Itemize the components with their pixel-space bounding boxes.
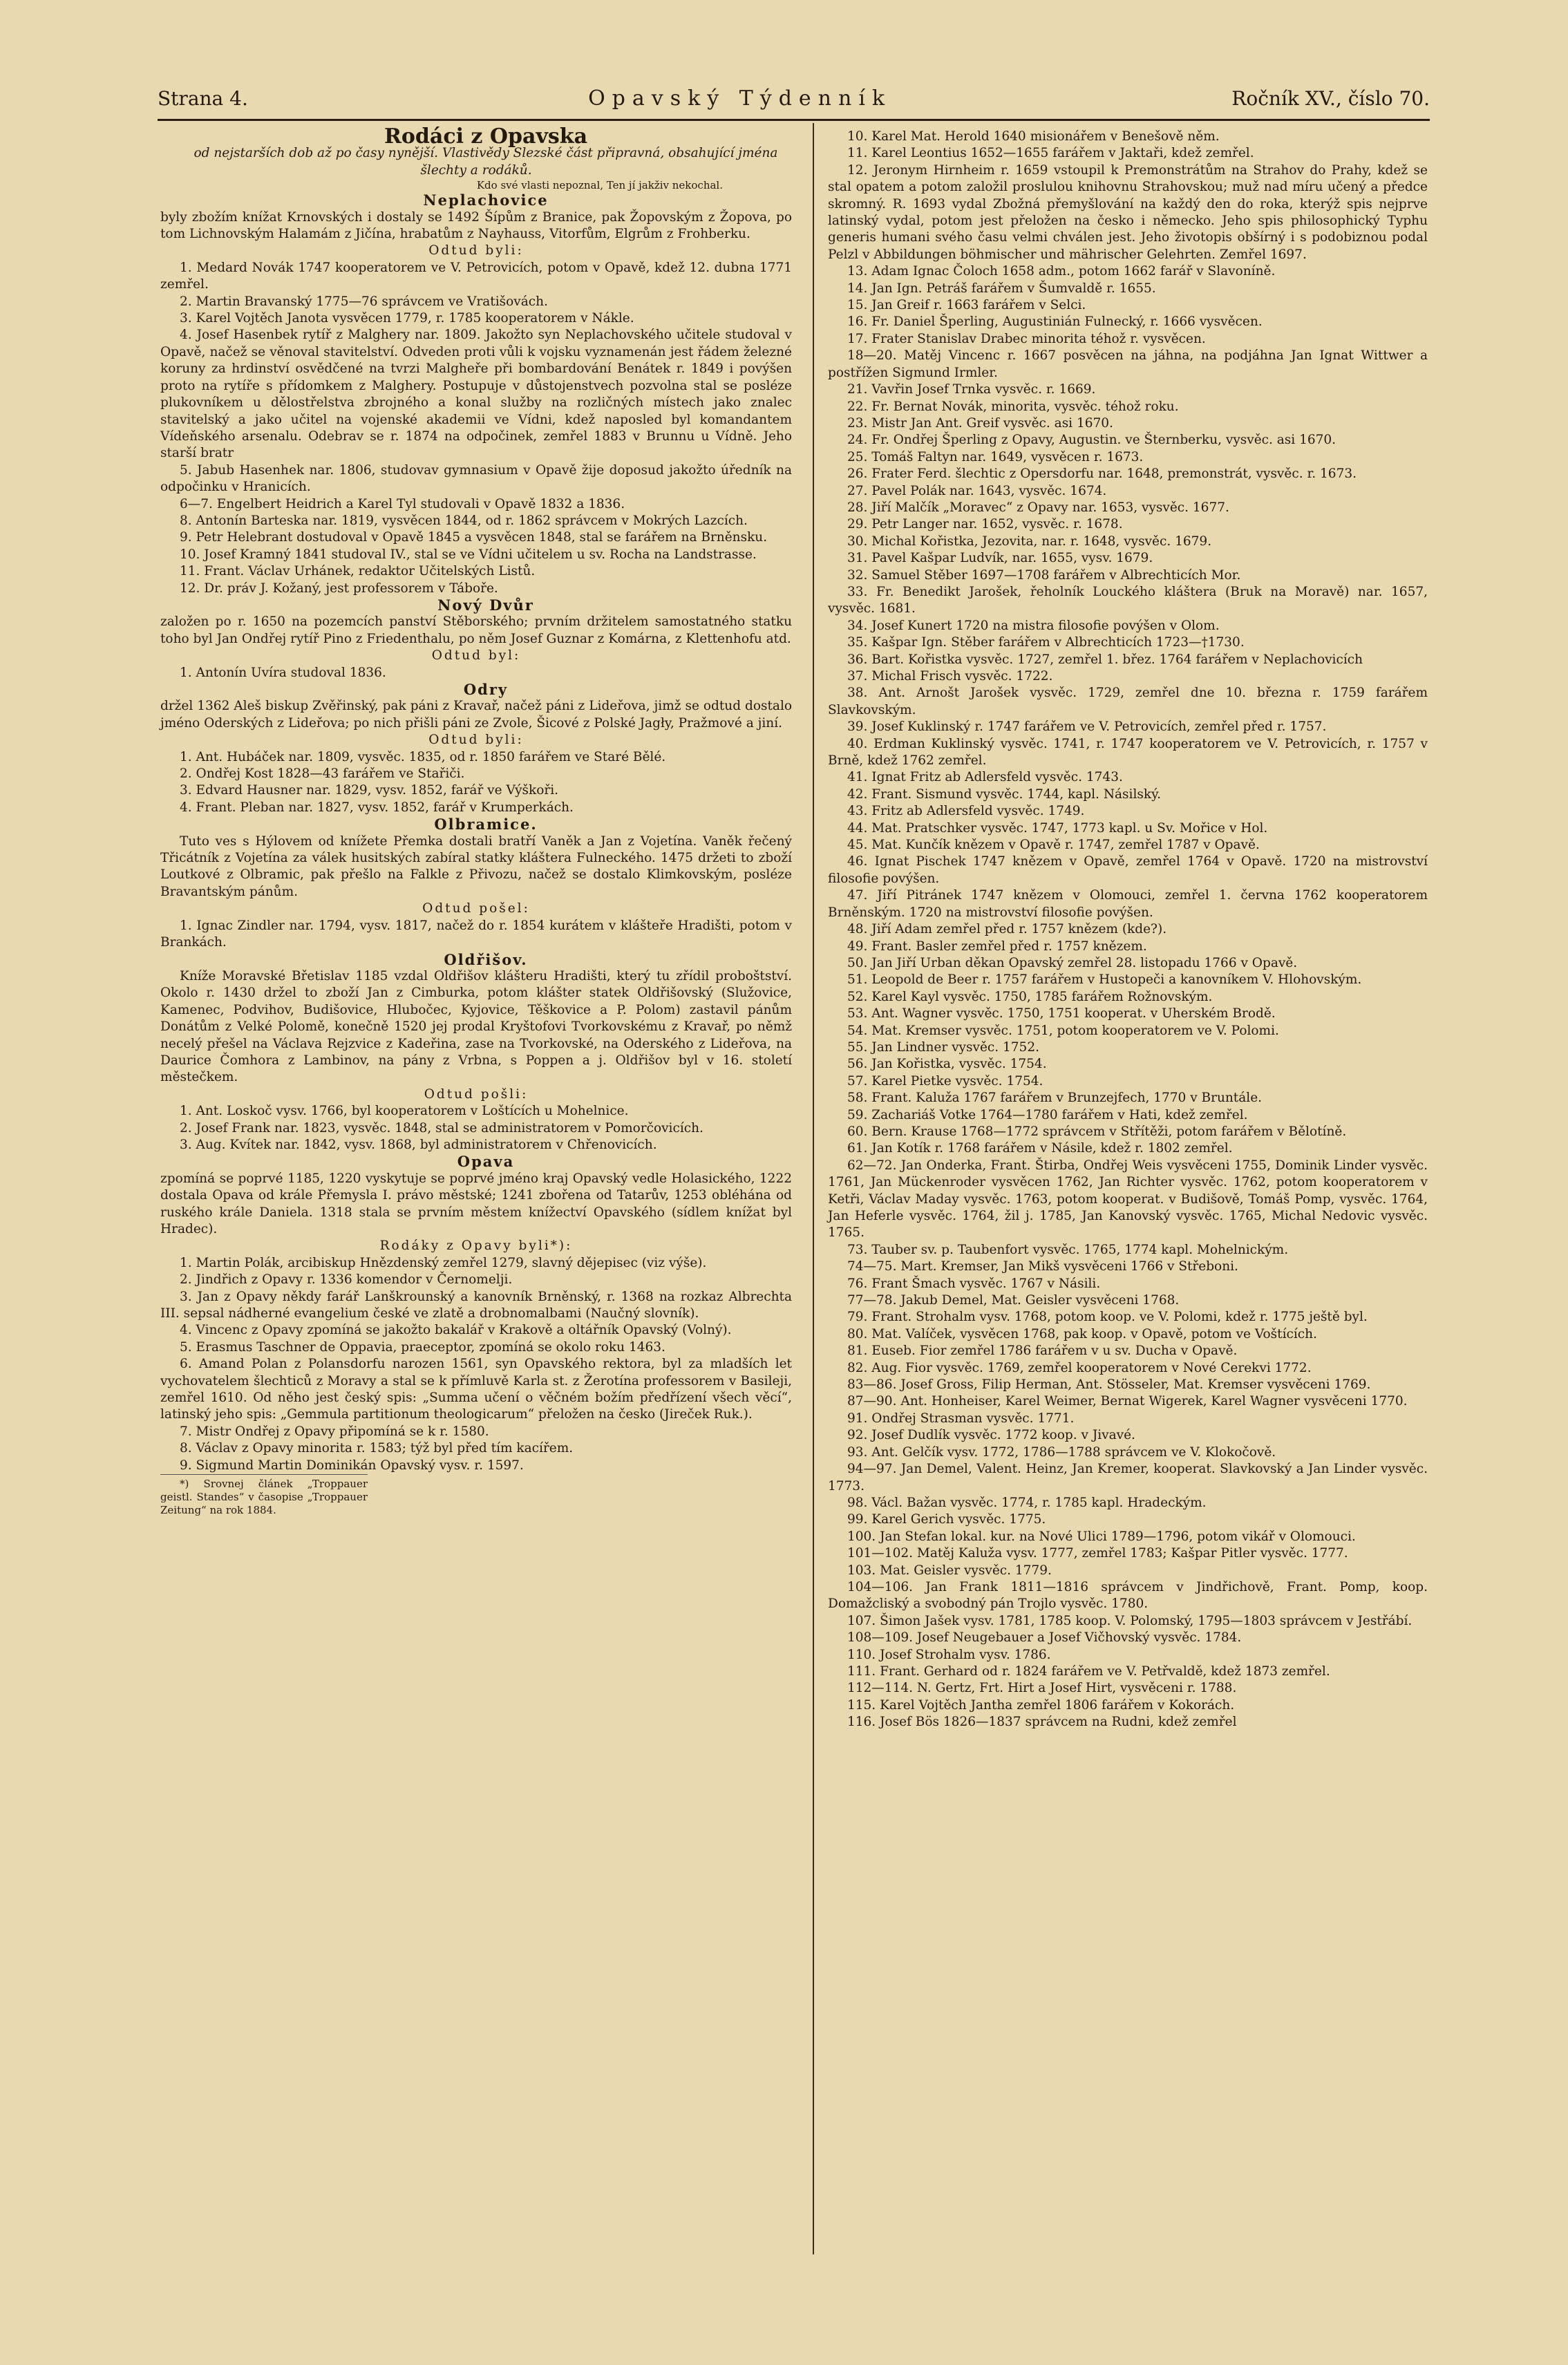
article-motto: Kdo své vlasti nepoznal, Ten jí jakživ nekochal. — [476, 179, 723, 192]
entry-paragraph: 48. Jiří Adam zemřel před r. 1757 knězem (kde?). — [847, 922, 1167, 937]
entry-paragraph: 39. Josef Kuklinský r. 1747 farářem ve V. Petrovicích, zemřel před r. 1757. — [847, 719, 1327, 735]
entry-paragraph: 1. Ant. Hubáček nar. 1809, vysvěc. 1835, od r. 1850 farářem ve Staré Bělé. — [180, 749, 666, 764]
entry-paragraph: 18—20. Matěj Vincenc r. 1667 posvěcen na jáhna, na podjáhna Jan Ignat Wittwer a postřížen Sigmund Irmler. — [828, 348, 1428, 380]
entry-paragraph: 59. Zachariáš Votke 1764—1780 farářem v Hati, kdež zemřel. — [847, 1107, 1248, 1122]
entry-paragraph: 9. Sigmund Martin Dominikán Opavský vysv. r. 1597. — [180, 1458, 524, 1473]
entry-paragraph: 13. Adam Ignac Čoloch 1658 adm., potom 1662 farář v Slavoníně. — [847, 264, 1276, 279]
entry-paragraph: 55. Jan Lindner vysvěc. 1752. — [847, 1039, 1039, 1055]
entry-paragraph: 10. Josef Kramný 1841 studoval IV., stal se ve Vídni učitelem u sv. Rocha na Landstrasse. — [180, 547, 757, 562]
entry-paragraph: 38. Ant. Arnošt Jarošek vysvěc. 1729, zemřel dne 10. března r. 1759 farářem Slavkovským. — [828, 686, 1428, 717]
page-header — [158, 79, 1430, 117]
entry-paragraph: 3. Karel Vojtěch Janota vysvěcen 1779, r. 1785 kooperatorem v Nákle. — [180, 311, 634, 326]
article-title: Rodáci z Opavska — [384, 124, 588, 149]
entry-paragraph: Kníže Moravské Břetislav 1185 vzdal Oldřišov klášteru Hradišti, který tu zřídil proboštství. Okolo r. 1430 držel to zboží Jan z Cimburka, potom klášter statek Oldřišovský (Služovice, Kamenec, Podvihov, Budišovice, Hlubočec, Kyjovice, Těškovice a P. Polom) zastavil pánům Donátům z Velké Polomě, konečně 1520 jej prodal Kryštofovi Tvorkovskému z Kravař, po němž necelý přešel na Václava Rejzvice z Kadeřina, zase na Tvorkovské, na Oderského z Lideřova, na Daurice Čomhora z Lambinov, na pány z Vrbna, s Poppen a j. Oldřišov byl v 16. století městečkem. — [160, 968, 792, 1085]
entry-paragraph: 3. Aug. Kvítek nar. 1842, vysv. 1868, byl administratorem v Chřenovicích. — [180, 1137, 657, 1152]
entry-paragraph: 1. Ignac Zindler nar. 1794, vysv. 1817, načež do r. 1854 kurátem v klášteře Hradišti, potom v Brankách. — [160, 918, 792, 950]
entry-paragraph: 83—86. Josef Gross, Filip Herman, Ant. Stösseler, Mat. Kremser vysvěceni 1769. — [847, 1377, 1371, 1393]
entry-paragraph: 5. Jabub Hasenhek nar. 1806, studovav gymnasium v Opavě žije doposud jakožto úředník na odpočinku v Hranicích. — [160, 462, 792, 495]
entry-paragraph: 24. Fr. Ondřej Šperling z Opavy, Augustin. ve Šternberku, vysvěc. asi 1670. — [847, 433, 1336, 448]
entry-paragraph: 2. Ondřej Kost 1828—43 farářem ve Stařiči. — [180, 766, 465, 782]
entry-paragraph: 11. Frant. Václav Urhánek, redaktor Učitelských Listů. — [180, 564, 536, 579]
entry-paragraph: 1. Martin Polák, arcibiskup Hnězdenský zemřel 1279, slavný dějepisec (viz výše). — [180, 1255, 707, 1270]
entry-paragraph: 74—75. Mart. Kremser, Jan Mikš vysvěceni 1766 v Střeboni. — [847, 1259, 1238, 1274]
entry-paragraph: 1. Ant. Loskoč vysv. 1766, byl kooperatorem v Loštících u Mohelnice. — [180, 1104, 629, 1119]
entry-paragraph: 58. Frant. Kaluža 1767 farářem v Brunzejfech, 1770 v Bruntále. — [847, 1091, 1263, 1106]
entry-paragraph: 35. Kašpar Ign. Stěber farářem v Albrechticích 1723—†1730. — [847, 635, 1245, 650]
entry-paragraph: 26. Frater Ferd. šlechtic z Opersdorfu nar. 1648, premonstrát, vysvěc. r. 1673. — [847, 467, 1357, 482]
entry-paragraph: 107. Šimon Jašek vysv. 1781, 1785 koop. V. Polomský, 1795—1803 správcem v Jestřábí. — [847, 1613, 1413, 1628]
entry-paragraph: 25. Tomáš Faltyn nar. 1649, vysvěcen r. 1673. — [847, 449, 1144, 464]
entry-paragraph: 60. Bern. Krause 1768—1772 správcem v Střítěži, potom farářem v Bělotíně. — [847, 1124, 1347, 1139]
entry-paragraph: 49. Frant. Basler zemřel před r. 1757 knězem. — [847, 939, 1147, 954]
entry-paragraph: 104—106. Jan Frank 1811—1816 správcem v Jindřichově, Frant. Pomp, koop. Domažcliský a svobodný pán Trojlo vysvěc. 1780. — [828, 1579, 1428, 1612]
entry-paragraph: 1. Antonín Uvíra studoval 1836. — [180, 665, 386, 680]
entry-paragraph: 28. Jiří Malčík „Moravec“ z Opavy nar. 1653, vysvěc. 1677. — [847, 500, 1229, 515]
newspaper-title: Opavský Týdenník — [588, 86, 892, 111]
entry-paragraph: 116. Josef Bös 1826—1837 správcem na Rudni, kdež zemřel — [847, 1715, 1237, 1730]
right-column — [828, 129, 1428, 1731]
entry-paragraph: 87—90. Ant. Honheiser, Karel Weimer, Bernat Wigerek, Karel Wagner vysvěceni 1770. — [847, 1394, 1408, 1409]
entry-paragraph: 12. Jeronym Hirnheim r. 1659 vstoupil k Premonstrátům na Strahov do Prahy, kdež se stal opatem a potom založil proslulou knihovnu Strahovskou; muž nad míru učený a předce skromný. R. 1693 vydal Zbožná přemyšlování na každý den do roka, kterýž spis nejprve latinský vydal, potom jest přeložen na česko i německo. Jeho spis philosophický Typhu generis humani svého času velmi chválen jest. Jeho životopis obšírný i s podobiznou podal Pelzl v Abbildungen böhmischer und mährischer Gelehrten. Zemřel 1697. — [828, 162, 1428, 262]
entry-paragraph: 2. Martin Bravanský 1775—76 správcem ve Vratišovách. — [180, 294, 548, 309]
entry-paragraph: 6—7. Engelbert Heidrich a Karel Tyl studovali v Opavě 1832 a 1836. — [180, 496, 625, 511]
entry-paragraph: 54. Mat. Kremser vysvěc. 1751, potom kooperatorem ve V. Polomi. — [847, 1023, 1279, 1038]
section-heading: Nový Dvůr — [437, 596, 534, 614]
section-heading: Opava — [457, 1153, 515, 1171]
column-divider — [813, 123, 814, 2254]
entry-paragraph: 42. Frant. Sismund vysvěc. 1744, kapl. Násilský. — [847, 786, 1161, 802]
entry-paragraph: 12. Dr. práv J. Kožaný, jest professorem v Táboře. — [180, 581, 498, 596]
entry-paragraph: 31. Pavel Kašpar Ludvík, nar. 1655, vysv. 1679. — [847, 551, 1153, 566]
section-heading: Oldřišov. — [444, 950, 528, 968]
entry-paragraph: 46. Ignat Pischek 1747 knězem v Opavě, zemřel 1764 v Opavě. 1720 na mistrovství filosofie povýšen. — [828, 854, 1428, 886]
entry-paragraph: 50. Jan Jiří Urban děkan Opavský zemřel 28. listopadu 1766 v Opavě. — [847, 955, 1298, 970]
entry-paragraph: 11. Karel Leontius 1652—1655 farářem v Jaktaři, kdež zemřel. — [847, 146, 1254, 161]
entry-paragraph: 21. Vavřin Josef Trnka vysvěc. r. 1669. — [847, 382, 1096, 397]
entry-paragraph: 5. Erasmus Taschner de Oppavia, praeceptor, zpomíná se okolo roku 1463. — [180, 1339, 665, 1355]
entry-paragraph: 3. Edvard Hausner nar. 1829, vysv. 1852, farář ve Výškoři. — [180, 783, 558, 798]
entry-paragraph: 3. Jan z Opavy někdy farář Lanškrounský a kanovník Brněnský, r. 1368 na rozkaz Albrechta III. sepsal nádherné evangelium české ve zlatě a drobnomalbami (Naučný slovník). — [160, 1289, 792, 1321]
entry-paragraph: 41. Ignat Fritz ab Adlersfeld vysvěc. 1743. — [847, 770, 1123, 785]
entry-paragraph: 32. Samuel Stěber 1697—1708 farářem v Albrechticích Mor. — [847, 567, 1241, 583]
entry-paragraph: 93. Ant. Gelčík vysv. 1772, 1786—1788 správcem ve V. Klokočově. — [847, 1444, 1276, 1460]
article-subtitle: od nejstarších dob až po časy nynější. Vlastivědy Slezské část připravná, obsahující jména šlechty a rodáků. — [193, 146, 778, 178]
entry-paragraph: 94—97. Jan Demel, Valent. Heinz, Jan Kremer, kooperat. Slavkovský a Jan Linder vysvěc. 1773. — [828, 1462, 1428, 1494]
entry-paragraph: 57. Karel Pietke vysvěc. 1754. — [847, 1073, 1043, 1089]
paragraph: zpomíná se poprvé 1185, 1220 vyskytuje se poprvé jméno kraj Opavský vedle Holasického, 1222 dostala Opava od krále Přemysla I. právo městské; 1241 zbořena od Tatarův, 1253 obléhána od ruského krále Daniela. 1318 stala se prvním městem knížectví Opavského (sídlem knížat byl Hradec). — [160, 1171, 792, 1236]
entry-paragraph: 29. Petr Langer nar. 1652, vysvěc. r. 1678. — [847, 517, 1123, 532]
entry-paragraph: 15. Jan Greif r. 1663 farářem v Selci. — [847, 298, 1086, 313]
entry-paragraph: 4. Vincenc z Opavy zpomíná se jakožto bakalář v Krakově a oltářník Opavský (Volný). — [180, 1323, 732, 1338]
entry-paragraph: 8. Antonín Barteska nar. 1819, vysvěcen 1844, od r. 1862 správcem v Mokrých Lazcích. — [180, 513, 748, 528]
entry-paragraph: 51. Leopold de Beer r. 1757 farářem v Hustopeči a kanovníkem V. Hlohovským. — [847, 972, 1362, 988]
entry-paragraph: 27. Pavel Polák nar. 1643, vysvěc. 1674. — [847, 483, 1107, 498]
page-number: Strana 4. — [158, 86, 248, 110]
entry-paragraph: 98. Václ. Bažan vysvěc. 1774, r. 1785 kapl. Hradeckým. — [847, 1495, 1207, 1510]
entry-paragraph: 111. Frant. Gerhard od r. 1824 farářem ve V. Petřvaldě, kdež 1873 zemřel. — [847, 1664, 1330, 1679]
issue-number: Ročník XV., číslo 70. — [1231, 86, 1430, 110]
left-column — [160, 124, 792, 1517]
entry-paragraph: 4. Frant. Pleban nar. 1827, vysv. 1852, farář v Krumperkách. — [180, 800, 574, 815]
subheading: Odtud byli: — [428, 243, 524, 258]
subheading: Odtud byli: — [428, 733, 524, 748]
paragraph: byly zbožím knížat Krnovských i dostaly se 1492 Šípům z Branice, pak Žopovským z Žopova, po tom Lichnovským Halamám z Jičína, hrabatům z Nayhauss, Vitorfům, Elgrům z Frohberku. — [160, 209, 792, 242]
entry-paragraph: 2. Josef Frank nar. 1823, vysvěc. 1848, stal se administratorem v Pomorčovicích. — [180, 1120, 703, 1136]
entry-paragraph: 44. Mat. Pratschker vysvěc. 1747, 1773 kapl. u Sv. Mořice v Hol. — [847, 820, 1268, 836]
entry-paragraph: 37. Michal Frisch vysvěc. 1722. — [847, 669, 1053, 684]
entry-paragraph: 4. Josef Hasenbek rytíř z Malghery nar. 1809. Jakožto syn Neplachovského učitele studoval v Opavě, načež se věnoval stavitelství. Odveden proti vůli k vojsku vyznamenán jest řádem železné koruny za hrdinství osvědčené na tvrzi Malgheře při bombardování Benátek r. 1849 i povýšen proto na rytíře s přídomkem z Malghery. Postupuje v důstojenstvech pozvolna stal se posléze plukovníkem u dělostřelstva zbrojného a konal služby na rozličných místech jako znalec stavitelský a jako učitel na vojenské akademii ve Vídni, kdež naposled byl komandantem Vídeňského arsenalu. Odebrav se r. 1874 na odpočinek, zemřel 1883 v Brunnu u Vídně. Jeho starší bratr — [160, 328, 792, 461]
entry-paragraph: 112—114. N. Gertz, Frt. Hirt a Josef Hirt, vysvěceni r. 1788. — [847, 1681, 1237, 1696]
entry-paragraph: 36. Bart. Kořistka vysvěc. 1727, zemřel 1. břez. 1764 farářem v Neplachovicích — [847, 652, 1363, 667]
entry-paragraph: 108—109. Josef Neugebauer a Josef Vičhovský vysvěc. 1784. — [847, 1630, 1242, 1646]
entry-paragraph: 52. Karel Kayl vysvěc. 1750, 1785 farářem Rožnovským. — [847, 989, 1213, 1004]
entry-paragraph: 47. Jiří Pitránek 1747 knězem v Olomouci, zemřel 1. června 1762 kooperatorem Brněnským. 1720 na mistrovství filosofie povýšen. — [828, 888, 1428, 920]
entry-paragraph: 43. Fritz ab Adlersfeld vysvěc. 1749. — [847, 804, 1085, 819]
entry-paragraph: 115. Karel Vojtěch Jantha zemřel 1806 farářem v Kokorách. — [847, 1697, 1235, 1713]
entry-paragraph: 8. Václav z Opavy minorita r. 1583; týž byl před tím kacířem. — [180, 1441, 574, 1456]
entry-paragraph: Tuto ves s Hýlovem od knížete Přemka dostali bratří Vaněk a Jan z Vojetína. Vaněk řečený Třicátník z Vojetína za válek husitských zabíral statky kláštera Fulneckého. 1475 držeti to zboží Loutkové z Olbramic, pak přešlo na Falkle z Přivozu, načež se dostalo Klimkovským, posléze Bravantským pánům. — [160, 833, 792, 899]
entry-paragraph: 56. Jan Kořistka, vysvěc. 1754. — [847, 1057, 1047, 1072]
entry-paragraph: 2. Jindřich z Opavy r. 1336 komendor v Černomelji. — [180, 1272, 513, 1288]
subheading: Rodáky z Opavy byli*): — [379, 1238, 573, 1254]
entry-paragraph: 30. Michal Kořistka, Jezovita, nar. r. 1648, vysvěc. 1679. — [847, 534, 1212, 549]
entry-paragraph: 34. Josef Kunert 1720 na mistra filosofie povýšen v Olom. — [847, 618, 1220, 633]
paragraph: držel 1362 Aleš biskup Zvěřinský, pak páni z Kravař, načež páni z Lideřova, jimž se odtud dostalo jméno Oderských z Lideřova; po nich přišli páni ze Zvole, Šicové z Polské Jagły, Pražmové a jiní. — [160, 699, 792, 731]
entry-paragraph: 40. Erdman Kuklinský vysvěc. 1741, r. 1747 kooperatorem ve V. Petrovicích, r. 1757 v Brně, kdež 1762 zemřel. — [828, 736, 1428, 769]
entry-paragraph: 99. Karel Gerich vysvěc. 1775. — [847, 1512, 1046, 1527]
footnote: *) Srovnej článek „Troppauer geistl. Standes“ v časopise „Troppauer Zeitung“ na rok 1884. — [160, 1474, 368, 1517]
entry-paragraph: 23. Mistr Jan Ant. Greif vysvěc. asi 1670. — [847, 415, 1113, 431]
entry-paragraph: 91. Ondřej Strasman vysvěc. 1771. — [847, 1411, 1075, 1426]
entry-paragraph: 53. Ant. Wagner vysvěc. 1750, 1751 kooperat. v Uherském Brodě. — [847, 1006, 1276, 1021]
entry-paragraph: 73. Tauber sv. p. Taubenfort vysvěc. 1765, 1774 kapl. Mohelnickým. — [847, 1242, 1289, 1257]
entry-paragraph: 80. Mat. Valíček, vysvěcen 1768, pak koop. v Opavě, potom ve Voštících. — [847, 1326, 1317, 1341]
entry-paragraph: 62—72. Jan Onderka, Frant. Štirba, Ondřej Weis vysvěceni 1755, Dominik Linder vysvěc. 1761, Jan Mückenroder vysvěcen 1762, Jan Richter vysvěc. 1762, potom kooperatorem v Ketři, Václav Maday vysvěc. 1763, potom kooperat. v Budišově, Tomáš Pomp, vysvěc. 1764, Jan Heferle vysvěc. 1764, žil j. 1785, Jan Kanovský vysvěc. 1765, Michal Nedovic vysvěc. 1765. — [828, 1158, 1428, 1241]
entry-paragraph: 45. Mat. Kunčík knězem v Opavě r. 1747, zemřel 1787 v Opavě. — [847, 838, 1260, 853]
paragraph: založen po r. 1650 na pozemcích panství Stěborského; prvním držitelem samostatného statku toho byl Jan Ondřej rytíř Pino z Friedenthalu, po něm Josef Guznar z Komárna, z Klettenhofu atd. — [160, 614, 792, 646]
entry-paragraph: 17. Frater Stanislav Drabec minorita téhož r. vysvěcen. — [847, 331, 1206, 346]
subheading: Odtud pošel: — [422, 901, 530, 916]
entry-paragraph: 22. Fr. Bernat Novák, minorita, vysvěc. téhož roku. — [847, 399, 1179, 414]
entry-paragraph: 77—78. Jakub Demel, Mat. Geisler vysvěceni 1768. — [847, 1293, 1180, 1308]
entry-paragraph: 6. Amand Polan z Polansdorfu narozen 1561, syn Opavského rektora, byl za mladších let vychovatelem šlechticů z Moravy a stal se k přímluvě Karla st. z Žerotína professorem v Basileji, zemřel 1610. Od něho jest český spis: „Summa učení o věčném božím předřízení všech věcí“, latinský jeho spis: „Gemmula partitionum theologicarum“ přeložen na česko (Jireček Ruk.). — [160, 1357, 792, 1422]
entry-paragraph: 81. Euseb. Fior zemřel 1786 farářem v u sv. Ducha v Opavě. — [847, 1344, 1238, 1359]
entry-paragraph: 1. Medard Novák 1747 kooperatorem ve V. Petrovicích, potom v Opavě, kdež 12. dubna 1771 zemřel. — [160, 260, 792, 292]
entry-paragraph: 92. Josef Dudlík vysvěc. 1772 koop. v Jivavé. — [847, 1428, 1135, 1443]
header-rule — [158, 119, 1430, 121]
entry-paragraph: 33. Fr. Benedikt Jarošek, řeholník Louckého kláštera (Bruk na Moravě) nar. 1657, vysvěc. 1681. — [828, 584, 1428, 616]
section-heading: Neplachovice — [423, 191, 549, 209]
subheading: Odtud pošli: — [424, 1086, 529, 1102]
entry-paragraph: 14. Jan Ign. Petráš farářem v Šumvaldě r. 1655. — [847, 281, 1156, 296]
section-heading: Olbramice. — [434, 816, 538, 833]
entry-paragraph: 79. Frant. Strohalm vysv. 1768, potom koop. ve V. Polomi, kdež r. 1775 ještě byl. — [847, 1310, 1368, 1325]
subheading: Odtud byl: — [431, 648, 521, 663]
entry-paragraph: 110. Josef Strohalm vysv. 1786. — [847, 1647, 1051, 1662]
entry-paragraph: 82. Aug. Fior vysvěc. 1769, zemřel kooperatorem v Nové Cerekvi 1772. — [847, 1360, 1312, 1375]
entry-paragraph: 9. Petr Helebrant dostudoval v Opavě 1845 a vysvěcen 1848, stal se farářem na Brněnsku. — [180, 530, 768, 545]
entry-paragraph: 103. Mat. Geisler vysvěc. 1779. — [847, 1563, 1052, 1578]
entry-paragraph: 7. Mistr Ondřej z Opavy připomíná se k r. 1580. — [180, 1424, 489, 1439]
entry-paragraph: 61. Jan Kotík r. 1768 farářem v Násile, kdež r. 1802 zemřel. — [847, 1141, 1233, 1156]
entry-paragraph: 76. Frant Šmach vysvěc. 1767 v Násili. — [847, 1276, 1101, 1291]
entry-paragraph: 101—102. Matěj Kaluža vysv. 1777, zemřel 1783; Kašpar Pitler vysvěc. 1777. — [847, 1546, 1348, 1561]
section-heading: Odry — [463, 681, 509, 698]
entry-paragraph: 16. Fr. Daniel Šperling, Augustinián Fulnecký, r. 1666 vysvěcen. — [847, 314, 1263, 330]
entry-paragraph: 100. Jan Stefan lokal. kur. na Nové Ulici 1789—1796, potom vikář v Olomouci. — [847, 1529, 1356, 1544]
entry-paragraph: 10. Karel Mat. Herold 1640 misionářem v Benešově něm. — [847, 129, 1220, 144]
